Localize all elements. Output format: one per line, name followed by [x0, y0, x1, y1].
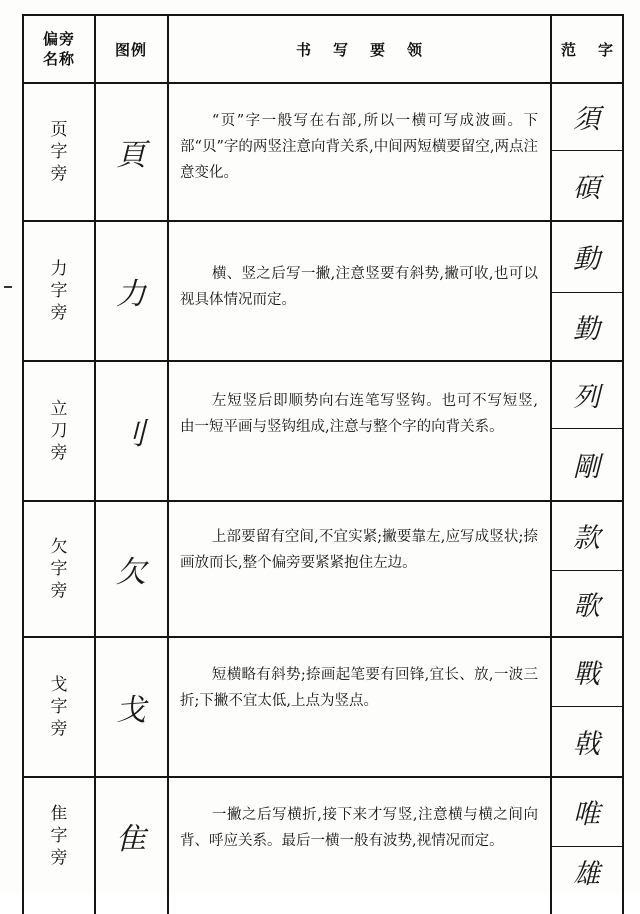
writing-essentials-text	[168, 662, 550, 752]
radical-name-char: 字	[50, 558, 68, 579]
radical-name-char: 字	[50, 826, 68, 846]
sample-character: 碩	[573, 173, 602, 204]
radical-name-char: 立	[50, 398, 68, 419]
radical-name-char: 刀	[50, 420, 68, 441]
radical-example-glyph: 戈	[116, 692, 146, 728]
margin-mark	[4, 286, 12, 288]
radical-name-char: 字	[50, 696, 68, 717]
radical-name-cell	[24, 777, 94, 895]
header-example: 图例	[114, 40, 147, 59]
sample-character: 須	[573, 104, 602, 135]
radical-name-char: 欠	[50, 536, 68, 557]
sample-character: 款	[573, 523, 602, 554]
sample-character: 剛	[573, 452, 602, 483]
radical-name-char: 旁	[50, 442, 68, 463]
radical-name-cell	[24, 83, 94, 220]
writing-essentials-text	[168, 261, 550, 321]
header-writing-essentials: 书写要领	[295, 40, 444, 59]
radical-name-char: 旁	[50, 163, 68, 184]
sample-character: 動	[573, 244, 602, 275]
writing-essentials-text	[168, 524, 550, 614]
radical-name-char: 旁	[50, 718, 68, 739]
radical-name-cell	[24, 361, 94, 500]
radical-example-glyph: 力	[116, 276, 146, 312]
radical-name-char: 页	[50, 119, 68, 140]
header-name-line2: 名称	[42, 50, 75, 68]
writing-essentials-text	[168, 802, 550, 892]
radical-example-glyph: 欠	[116, 554, 146, 590]
sample-character: 勤	[573, 314, 602, 345]
writing-essentials-paragraph: 横、竖之后写一撇,注意竖要有斜势,撇可收,也可以视具体情况而定。	[180, 266, 538, 308]
radical-name-char: 字	[50, 141, 68, 162]
writing-essentials-paragraph: 短横略有斜势;捺画起笔要有回锋,宜长、放,一波三折;下撇不宜太低,上点为竖点。	[180, 667, 538, 709]
radical-name-char: 隹	[50, 804, 68, 824]
radical-table	[22, 14, 624, 914]
sample-character: 雄	[573, 858, 602, 890]
radical-example-glyph: 隹	[116, 822, 146, 857]
radical-name-cell	[24, 637, 94, 776]
writing-essentials-paragraph: “页”字一般写在右部,所以一横可写成波画。下部“贝”字的两竖注意向背关系,中间两短横要留空,两点注意变化。	[180, 113, 538, 181]
header-fanzi-2: 字	[597, 40, 614, 59]
header-radical-name	[24, 16, 94, 82]
radical-name-cell	[24, 501, 94, 636]
sample-character: 戟	[573, 729, 602, 760]
radical-name-char: 旁	[50, 848, 68, 868]
writing-essentials-paragraph: 左短竖后即顺势向右连笔写竖钩。也可不写短竖, 由一短平画与竖钩组成,注意与整个字的向背关系。	[180, 393, 538, 435]
radical-name-char: 旁	[50, 302, 68, 323]
sample-character: 歌	[573, 591, 602, 622]
radical-name-cell	[24, 221, 94, 360]
radical-name-char: 旁	[50, 580, 68, 601]
sample-character: 唯	[573, 799, 602, 830]
sample-character: 戰	[573, 659, 602, 690]
writing-essentials-paragraph: 上部要留有空间,不宜实紧;撇要靠左,应写成竖状;捺画放而长,整个偏旁要紧紧抱住左边。	[180, 529, 538, 571]
radical-name-char: 力	[50, 258, 68, 279]
radical-name-char: 戈	[50, 674, 68, 695]
header-sample-characters	[551, 16, 624, 82]
header-fanzi-1: 范	[561, 40, 578, 59]
writing-essentials-paragraph: 一撇之后写横折,接下来才写竖,注意横与横之间向背、呼应关系。最后一横一般有波势,视情况而定。	[180, 807, 538, 849]
header-name-line1: 偏旁	[42, 30, 75, 48]
radical-example-glyph: 頁	[116, 137, 146, 173]
sample-character: 列	[573, 382, 602, 413]
radical-example-glyph: 刂	[116, 416, 146, 452]
writing-essentials-text	[168, 388, 550, 478]
radical-name-char: 字	[50, 280, 68, 301]
writing-essentials-text	[168, 108, 550, 208]
